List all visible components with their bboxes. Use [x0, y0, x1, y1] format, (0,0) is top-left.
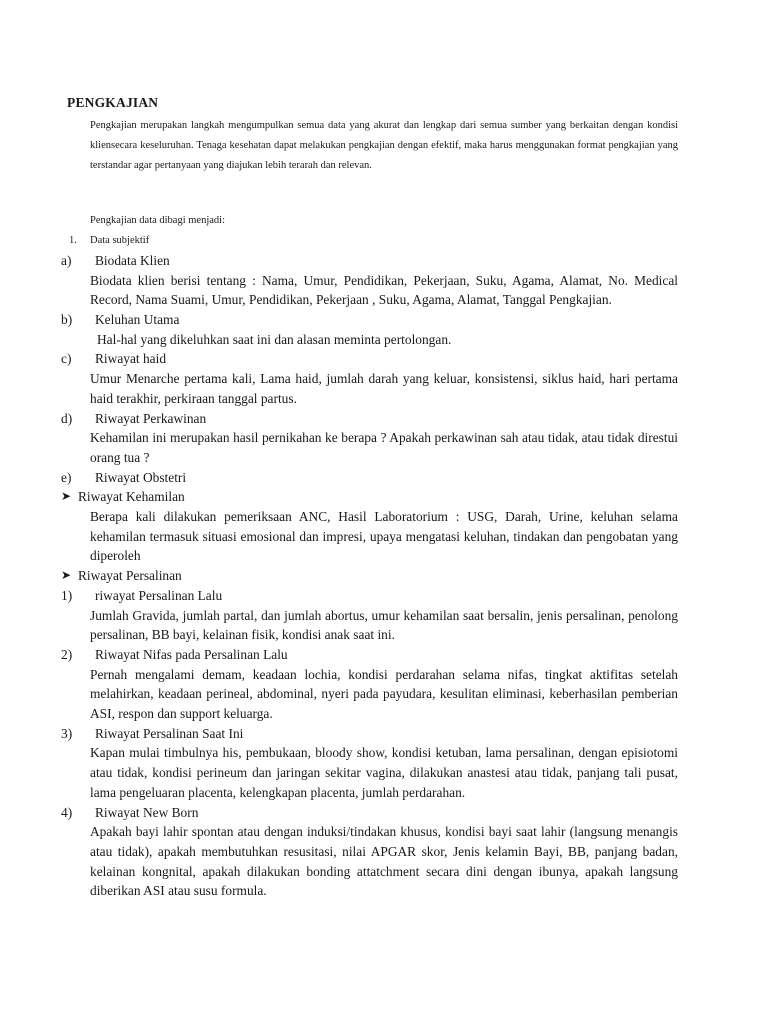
numbered-marker: 3) [61, 725, 73, 741]
section-text: Hal-hal yang dikeluhkan saat ini dan alasan meminta pertolongan. [97, 331, 452, 347]
numbered-marker: 1) [61, 587, 73, 603]
bullet-heading [61, 566, 678, 586]
numbered-heading [61, 586, 678, 606]
section-text: Apakah bayi lahir spontan atau dengan induksi/tindakan khusus, kondisi bayi saat lahir (langsung menangis atau tidak), apakah membutuhkan resusitasi, nilai APGAR skor, Jenis kelamin Bayi, BB, panjang badan, kelainan kongnital, apakah dilakukan bonding attatchment secara dini dengan ibunya, apakah langsung diberikan ASI atau susu formula. [90, 824, 678, 899]
numbered-title: Riwayat New Born [95, 804, 199, 820]
section-heading [61, 349, 678, 369]
section-marker: b) [61, 312, 73, 328]
section-heading [61, 310, 678, 330]
numbered-title: Riwayat Persalinan Saat Ini [95, 725, 244, 741]
bullet-title: Riwayat Persalinan [78, 568, 182, 584]
arrow-bullet-icon: ➤ [61, 489, 72, 504]
section-marker: e) [61, 469, 72, 485]
section-text: Pernah mengalami demam, keadaan lochia, kondisi perdarahan selama nifas, tingkat aktifitas setelah melahirkan, keadaan perineal, abdominal, nyeri pada payudara, kesulitan eliminasi, keberhasilan pemberian ASI, respon dan support keluarga. [90, 666, 678, 722]
numbered-title: riwayat Persalinan Lalu [95, 587, 223, 603]
section-title: Riwayat Obstetri [95, 469, 187, 485]
document-body [61, 251, 678, 901]
section-title: Keluhan Utama [95, 312, 180, 328]
section-heading [61, 468, 678, 488]
section-heading [61, 251, 678, 271]
arrow-bullet-icon: ➤ [61, 568, 72, 583]
bullet-heading [61, 487, 678, 507]
numbered-heading [61, 803, 678, 823]
bullet-title: Riwayat Kehamilan [78, 489, 185, 505]
intro-paragraph: Pengkajian merupakan langkah mengumpulkan semua data yang akurat dan lengkap dari semua sumber yang berkaitan dengan kondisi kliensecara keseluruhan. Tenaga kesehatan dapat melakukan pengkajian dengan efektif, maka harus menggunakan format pengkajian yang terstandar agar pertanyaan yang diajukan lebih terarah dan relevan. [90, 120, 678, 171]
section-marker: a) [61, 253, 72, 268]
section-text: Kapan mulai timbulnya his, pembukaan, bloody show, kondisi ketuban, lama persalinan, dengan episiotomi atau tidak, kondisi perineum dan jaringan sekitar vagina, dilakukan anastesi atau tidak, panjang tali pusat, lama pengeluaran placenta, kelengkapan placenta, jumlah perdarahan. [90, 745, 678, 800]
section-text: Kehamilan ini merupakan hasil pernikahan ke berapa ? Apakah perkawinan sah atau tidak, atau tidak direstui orang tua ? [90, 430, 678, 465]
section-heading [61, 409, 678, 429]
numbered-title: Riwayat Nifas pada Persalinan Lalu [95, 646, 288, 662]
numbered-heading [61, 645, 678, 665]
section-marker: d) [61, 410, 73, 426]
section-title: Riwayat Perkawinan [95, 410, 207, 426]
section-text: Berapa kali dilakukan pemeriksaan ANC, Hasil Laboratorium : USG, Darah, Urine, keluhan selama kehamilan termasuk situasi emosional dan impresi, upaya mengatasi keluhan, tindakan dan pengobatan yang diperoleh [90, 509, 678, 564]
lead-text: Pengkajian data dibagi menjadi: [90, 215, 226, 226]
item-1-label: Data subjektif [90, 235, 150, 246]
section-title: Biodata Klien [95, 253, 170, 268]
numbered-marker: 2) [61, 646, 73, 662]
section-marker: c) [61, 351, 72, 367]
numbered-marker: 4) [61, 804, 73, 820]
section-text: Jumlah Gravida, jumlah partal, dan jumlah abortus, umur kehamilan saat bersalin, jenis persalinan, penolong persalinan, BB bayi, kelainan fisik, kondisi anak saat ini. [90, 607, 678, 643]
section-text: Biodata klien berisi tentang : Nama, Umur, Pendidikan, Pekerjaan, Suku, Agama, Alamat, No. Medical Record, Nama Suami, Umur, Pendidikan, Pekerjaan , Suku, Agama, Alamat, Tanggal Pengkajian. [90, 272, 678, 308]
item-1 [69, 235, 149, 246]
item-1-number: 1. [69, 235, 77, 246]
section-text: Umur Menarche pertama kali, Lama haid, jumlah darah yang keluar, konsistensi, siklus haid, hari pertama haid terakhir, perkiraan tanggal partus. [90, 371, 678, 406]
page-title: PENGKAJIAN [67, 95, 159, 110]
section-title: Riwayat haid [95, 351, 167, 367]
numbered-heading [61, 724, 678, 744]
